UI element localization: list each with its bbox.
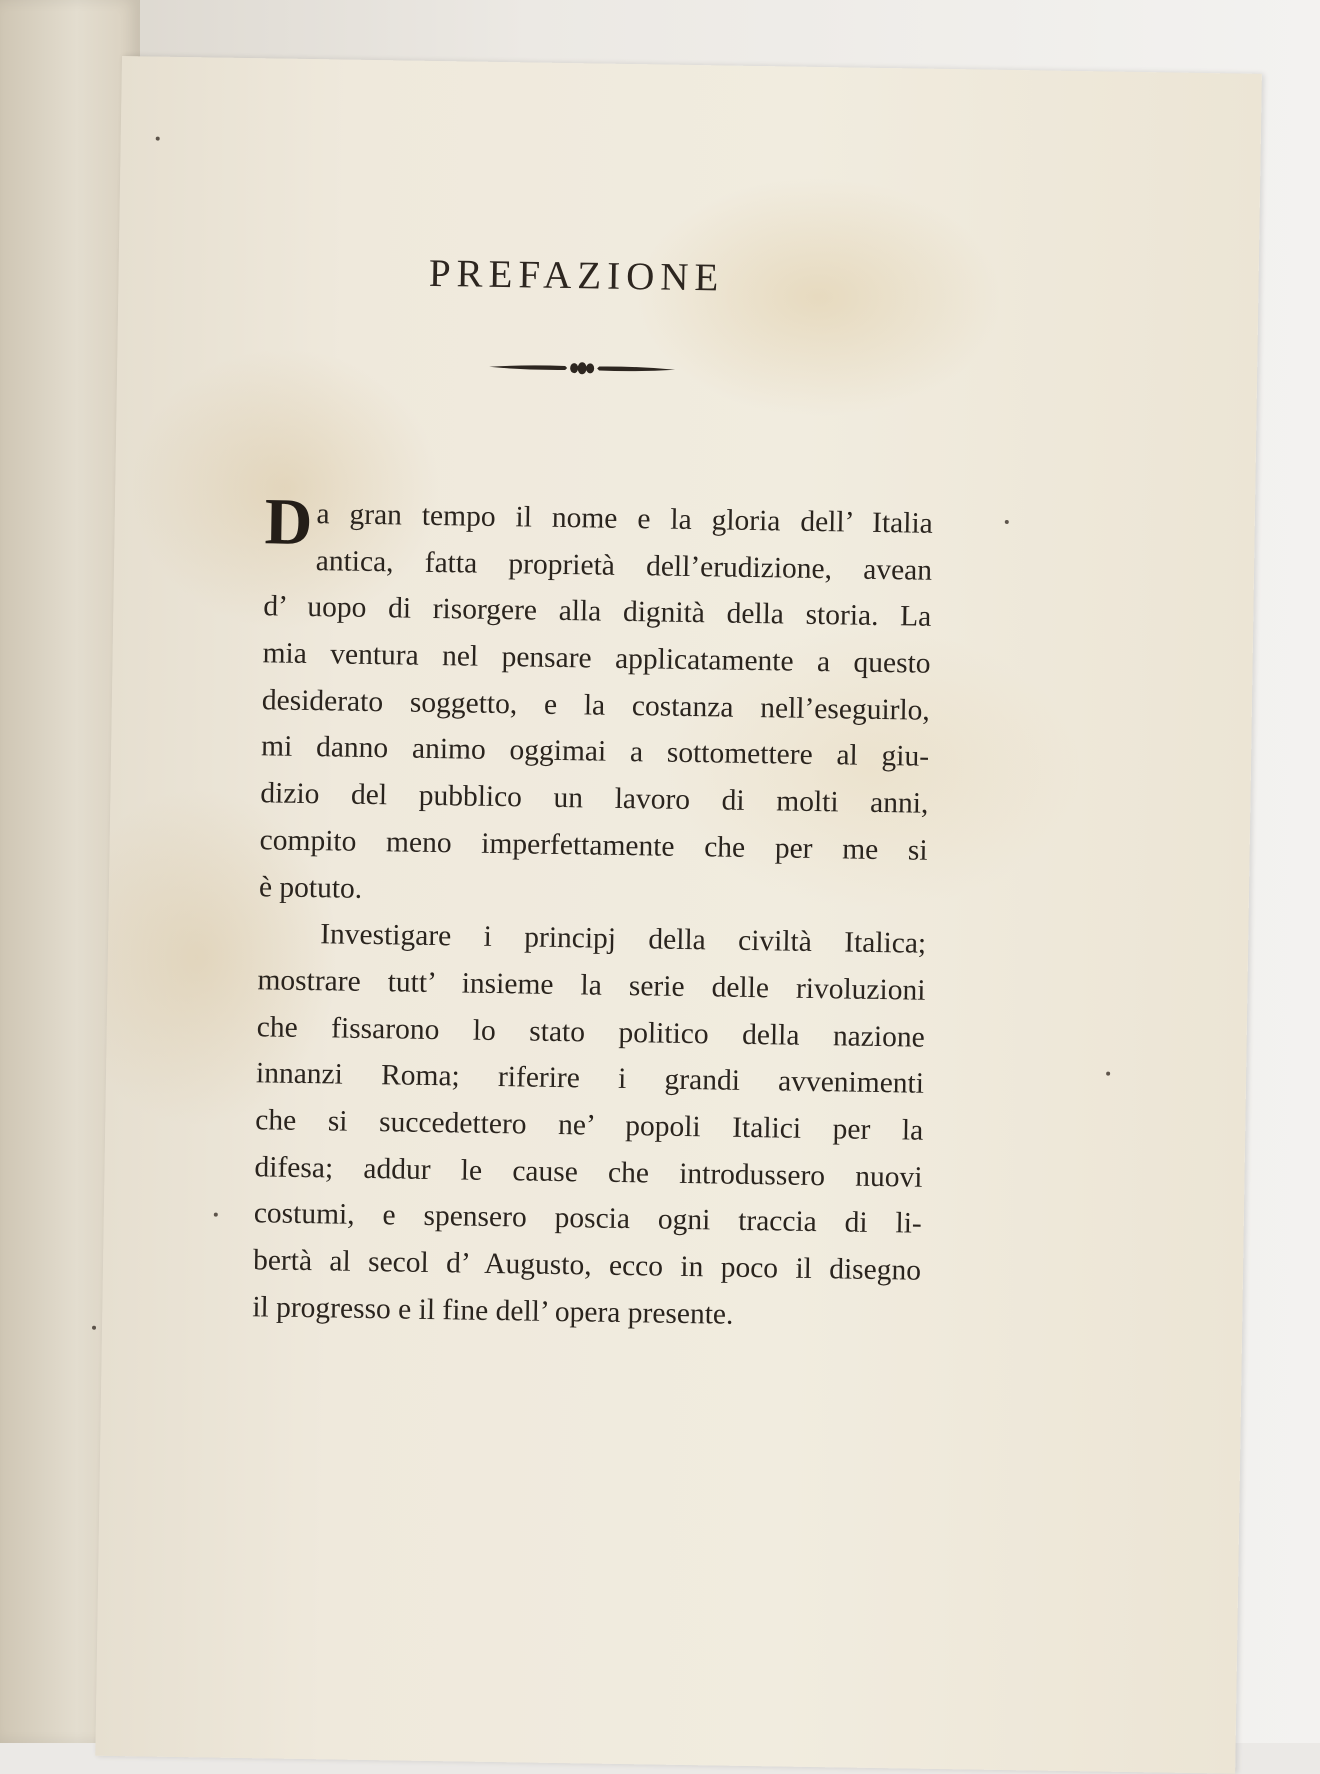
text-line: antica, fatta proprietà dell’erudizione, avean (315, 544, 933, 587)
paper-speck (1005, 520, 1009, 524)
ornament-divider-icon (487, 352, 677, 385)
text-line: bertà al secol d’ Augusto, ecco in poco il disegno (252, 1244, 922, 1287)
text-line: che fissarono lo stato politico della nazione (256, 1010, 925, 1054)
text-line: dizio del pubblico un lavoro di molti anni, (260, 777, 929, 820)
text-line: difesa; addur le cause che introdussero nuovi (254, 1150, 923, 1194)
text-line: a gran tempo il nome e la gloria dell’ Italia (316, 498, 934, 540)
page-heading: PREFAZIONE (428, 251, 725, 300)
paper-speck (156, 137, 160, 141)
text-line: mia ventura nel pensare applicatamente a questo (262, 637, 931, 680)
text-line: innanzi Roma; riferire i grandi avvenimenti (255, 1057, 925, 1100)
text-line: costumi, e spensero poscia ogni traccia di li- (253, 1197, 923, 1241)
preface-text (252, 485, 934, 1341)
paper-speck (214, 1213, 218, 1217)
text-line: il progresso e il fine dell’ opera presente. (252, 1290, 734, 1331)
text-line: d’ uopo di risorgere alla dignità della storia. La (263, 590, 932, 634)
drop-cap: D (264, 485, 313, 560)
text-line: desiderato soggetto, e la costanza nell’eseguirlo, (261, 684, 931, 727)
text-line: compito meno imperfettamente che per me si (259, 824, 928, 867)
text-lines (252, 485, 934, 1341)
paper-speck (1106, 1072, 1110, 1076)
book-page (95, 56, 1262, 1774)
text-line: è potuto. (258, 870, 363, 905)
text-line: mostrare tutt’ insieme la serie delle rivoluzioni (257, 964, 926, 1007)
paper-speck (92, 1326, 96, 1330)
text-line: che si succedettero ne’ popoli Italici per la (255, 1104, 924, 1147)
text-line: Investigare i principj della civiltà Italica; (319, 918, 927, 960)
text-line: mi danno animo oggimai a sottomettere al giu- (260, 730, 930, 774)
